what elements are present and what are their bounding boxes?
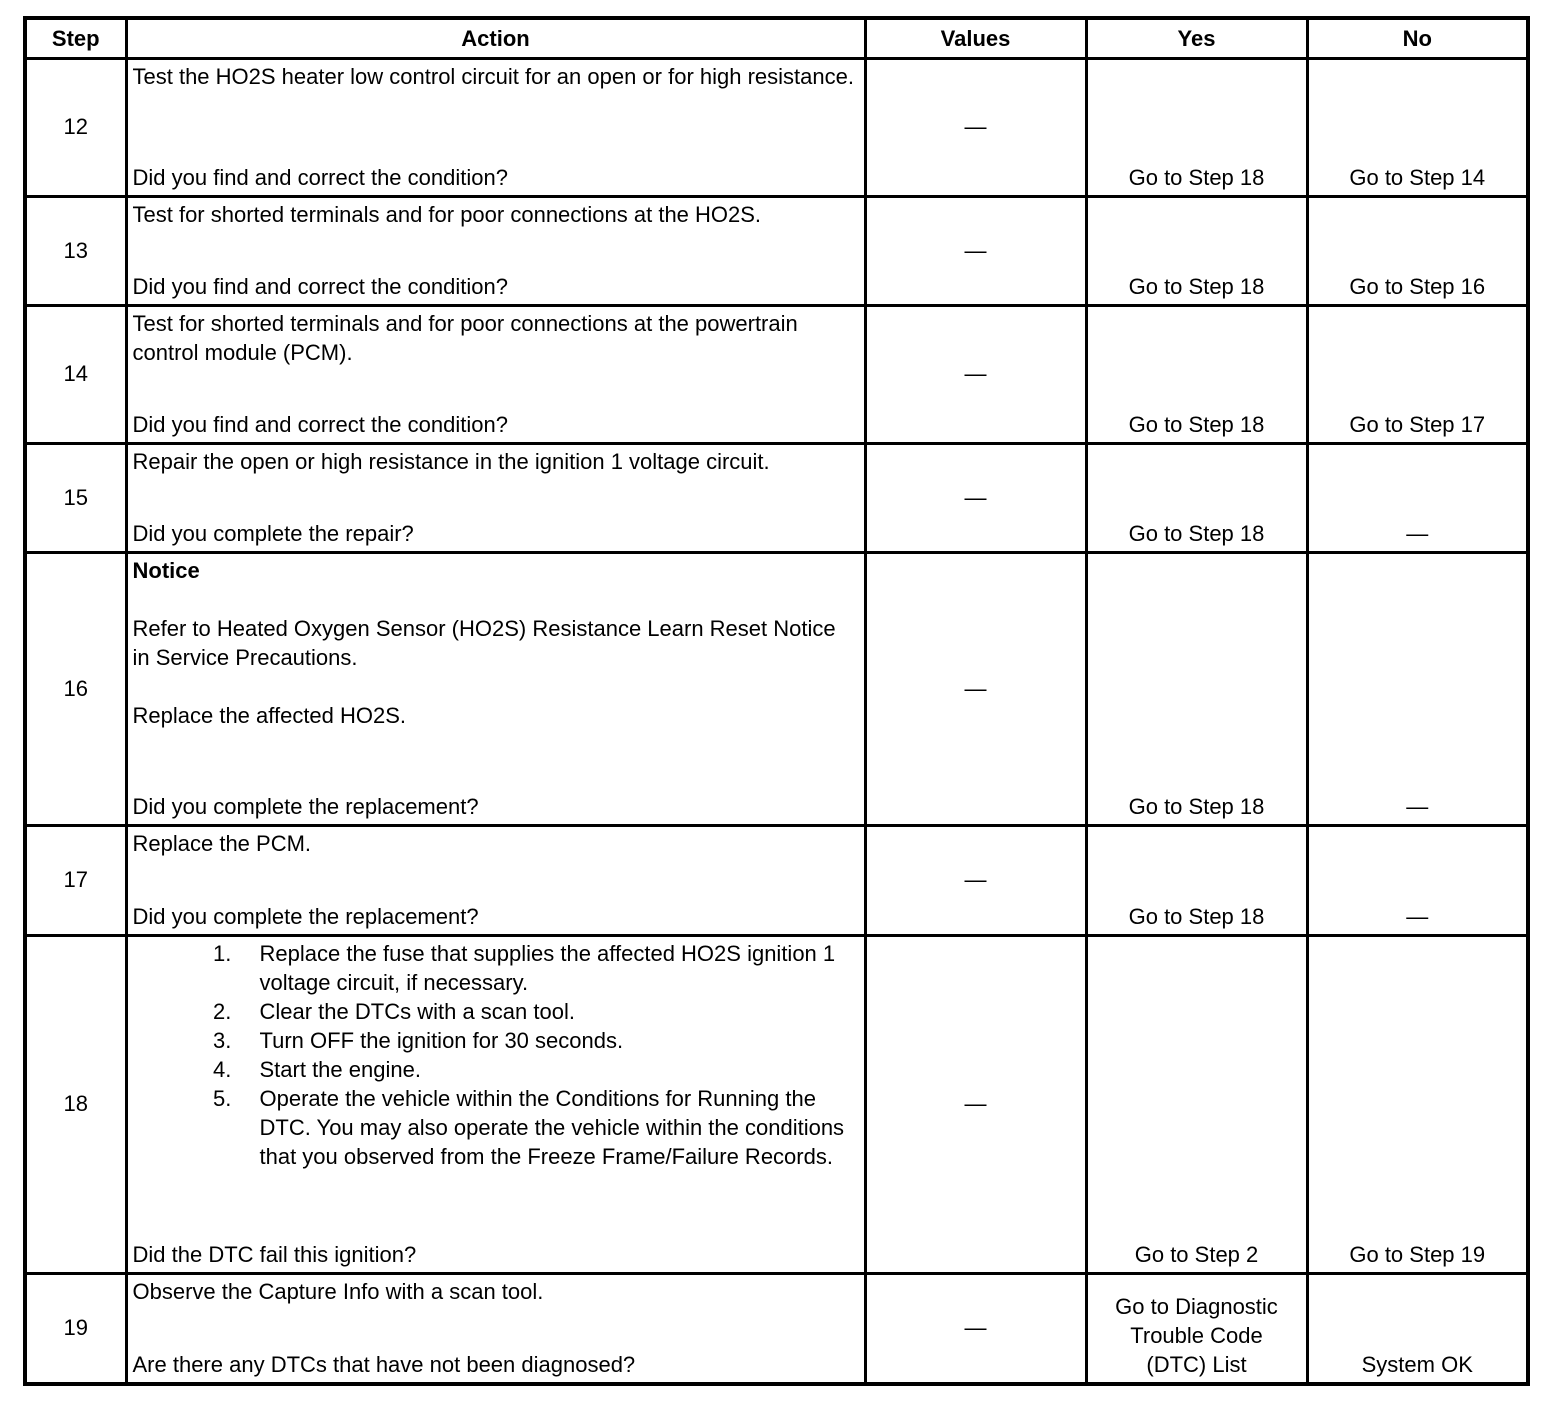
action-question: Did you complete the repair? — [132, 520, 414, 546]
yes-cell: Go to Step 18 — [1086, 196, 1307, 305]
list-item: 3. Turn OFF the ignition for 30 seconds. — [238, 1026, 858, 1055]
action-question: Are there any DTCs that have not been diagnosed? — [132, 1352, 636, 1377]
values-cell: — — [865, 196, 1086, 305]
action-question: Did you find and correct the condition? — [132, 273, 508, 299]
no-cell: Go to Step 17 — [1307, 305, 1528, 443]
no-cell: — — [1307, 825, 1528, 935]
action-question: Did you find and correct the condition? — [132, 411, 508, 437]
table-row — [25, 196, 1528, 305]
action-text: Test for shorted terminals and for poor connections at the HO2S. — [132, 201, 762, 227]
list-item: 2. Clear the DTCs with a scan tool. — [238, 997, 858, 1026]
no-cell: Go to Step 19 — [1307, 935, 1528, 1273]
table-row — [25, 443, 1528, 552]
values-cell: — — [865, 59, 1086, 197]
header-values: Values — [865, 18, 1086, 59]
action-question: Did you complete the replacement? — [132, 793, 479, 819]
header-row — [25, 18, 1528, 59]
action-cell — [126, 825, 865, 935]
table-row — [25, 552, 1528, 825]
action-cell — [126, 552, 865, 825]
yes-cell: Go to Step 18 — [1086, 443, 1307, 552]
values-cell: — — [865, 552, 1086, 825]
no-cell: Go to Step 16 — [1307, 196, 1528, 305]
action-text: Replace the PCM. — [132, 830, 312, 856]
values-cell: — — [865, 1273, 1086, 1384]
header-yes: Yes — [1086, 18, 1307, 59]
step-number: 12 — [25, 59, 126, 197]
action-text: Repair the open or high resistance in the ignition 1 voltage circuit. — [132, 448, 770, 474]
list-item: 1. Replace the fuse that supplies the affected HO2S ignition 1 voltage circuit, if necessary. — [238, 939, 858, 997]
table-row — [25, 1273, 1528, 1384]
yes-cell: Go to Step 18 — [1086, 305, 1307, 443]
action-text: Replace the affected HO2S. — [132, 702, 407, 728]
step-number: 16 — [25, 552, 126, 825]
values-cell: — — [865, 825, 1086, 935]
yes-cell: Go to Step 18 — [1086, 825, 1307, 935]
table-row — [25, 935, 1528, 1273]
action-text: Test the HO2S heater low control circuit for an open or for high resistance. — [132, 64, 854, 89]
step-number: 14 — [25, 305, 126, 443]
action-text: Refer to Heated Oxygen Sensor (HO2S) Resistance Learn Reset Notice in Service Precautions. — [132, 615, 836, 670]
yes-cell: Go to Step 2 — [1086, 935, 1307, 1273]
no-cell: — — [1307, 552, 1528, 825]
diagnostic-table — [23, 16, 1530, 1386]
header-action: Action — [126, 18, 865, 59]
action-question: Did you find and correct the condition? — [132, 164, 508, 190]
yes-text: Go to Diagnostic Trouble Code (DTC) List — [1115, 1294, 1278, 1377]
no-cell: Go to Step 14 — [1307, 59, 1528, 197]
action-cell — [126, 935, 865, 1273]
action-cell — [126, 196, 865, 305]
table-row — [25, 305, 1528, 443]
action-text: Observe the Capture Info with a scan tool. — [132, 1278, 544, 1304]
no-cell: System OK — [1307, 1273, 1528, 1384]
action-text: Test for shorted terminals and for poor connections at the powertrain control module (PCM). — [132, 310, 798, 365]
action-cell — [126, 1273, 865, 1384]
table-row — [25, 825, 1528, 935]
step-number: 18 — [25, 935, 126, 1273]
action-question: Did the DTC fail this ignition? — [132, 1241, 417, 1267]
header-step: Step — [25, 18, 126, 59]
no-cell: — — [1307, 443, 1528, 552]
action-question: Did you complete the replacement? — [132, 903, 479, 929]
action-cell — [126, 59, 865, 197]
values-cell: — — [865, 305, 1086, 443]
notice-title: Notice — [132, 557, 200, 583]
values-cell: — — [865, 935, 1086, 1273]
step-number: 17 — [25, 825, 126, 935]
list-item: 4. Start the engine. — [238, 1055, 858, 1084]
yes-cell — [1086, 1273, 1307, 1384]
step-number: 19 — [25, 1273, 126, 1384]
action-list — [133, 939, 858, 1171]
values-cell: — — [865, 443, 1086, 552]
action-cell — [126, 305, 865, 443]
header-no: No — [1307, 18, 1528, 59]
yes-cell: Go to Step 18 — [1086, 59, 1307, 197]
list-item: 5. Operate the vehicle within the Conditions for Running the DTC. You may also operate the vehicle within the conditions that you observed from the Freeze Frame/Failure Records. — [238, 1084, 858, 1171]
yes-cell: Go to Step 18 — [1086, 552, 1307, 825]
table-row — [25, 59, 1528, 197]
step-number: 13 — [25, 196, 126, 305]
step-number: 15 — [25, 443, 126, 552]
action-cell — [126, 443, 865, 552]
